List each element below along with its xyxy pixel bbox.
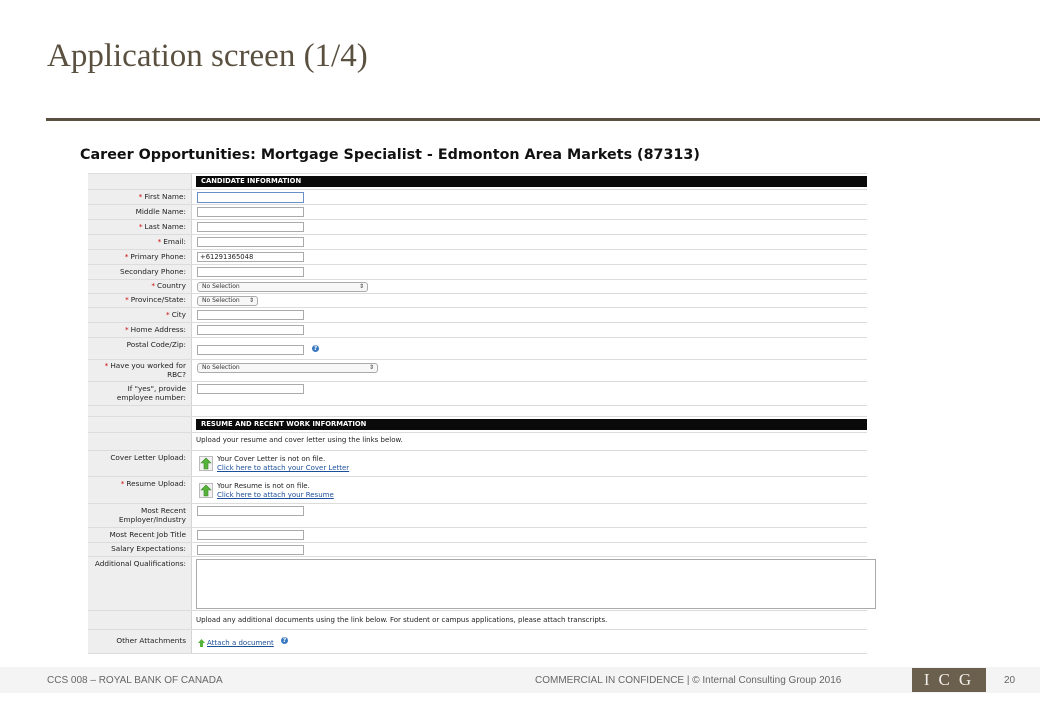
home-address-input[interactable]	[197, 325, 304, 335]
resume-section-header-row	[88, 417, 867, 433]
cover-letter-label: Cover Letter Upload:	[88, 451, 192, 476]
recent-job-title-input[interactable]	[197, 530, 304, 540]
worked-for-rbc-label: * Have you worked for RBC?	[88, 360, 192, 381]
secondary-phone-input[interactable]	[197, 267, 304, 277]
resume-status: Your Resume is not on file.	[217, 482, 310, 490]
required-star-icon: *	[104, 361, 109, 370]
postal-code-input[interactable]	[197, 345, 304, 355]
help-question-icon[interactable]: ?	[282, 637, 287, 644]
primary-phone-input[interactable]: +61291365048	[197, 252, 304, 262]
primary-phone-row	[88, 250, 867, 265]
required-star-icon: *	[125, 295, 129, 305]
required-star-icon: *	[124, 324, 129, 334]
required-star-icon: *	[124, 251, 129, 261]
email-label: * Email:	[88, 235, 192, 249]
resume-upload-row	[88, 477, 867, 504]
recent-employer-input[interactable]	[197, 506, 304, 516]
footer-client: CCS 008 – ROYAL BANK OF CANADA	[47, 675, 223, 686]
middle-name-label: Middle Name:	[88, 205, 192, 219]
city-label: * City	[88, 308, 192, 322]
salary-input[interactable]	[197, 545, 304, 555]
required-star-icon: *	[120, 479, 125, 488]
footer-confidentiality: COMMERCIAL IN CONFIDENCE | © Internal Consulting Group 2016	[535, 675, 842, 686]
candidate-section-header-row	[88, 174, 867, 190]
primary-phone-label: * Primary Phone:	[88, 250, 192, 264]
additional-docs-note: Upload any additional documents using the link below. For student or campus applications, please attach transcripts.	[196, 616, 608, 624]
cover-letter-status: Your Cover Letter is not on file.	[217, 455, 326, 463]
first-name-label: * First Name:	[88, 190, 192, 204]
cover-letter-attach-link[interactable]: Click here to attach your Cover Letter	[217, 464, 350, 472]
additional-docs-note-row	[88, 611, 867, 630]
resume-attach-link[interactable]: Click here to attach your Resume	[217, 491, 334, 499]
recent-employer-label: Most Recent Employer/Industry	[88, 504, 192, 527]
recent-employer-row	[88, 504, 867, 528]
additional-qualifications-textarea[interactable]	[196, 559, 876, 609]
last-name-input[interactable]	[197, 222, 304, 232]
middle-name-input[interactable]	[197, 207, 304, 217]
secondary-phone-row	[88, 265, 867, 280]
slide-title: Application screen (1/4)	[47, 38, 368, 74]
icg-logo: ICG	[912, 668, 986, 692]
spacer-row	[88, 406, 867, 417]
country-label: * Country	[88, 280, 192, 293]
other-attachments-label: Other Attachments	[88, 630, 192, 653]
worked-for-rbc-row	[88, 360, 867, 382]
resume-intro-text: Upload your resume and cover letter using the links below.	[196, 436, 403, 444]
worked-for-rbc-select[interactable]: No Selection ⇕	[197, 363, 378, 373]
page-number: 20	[1004, 675, 1016, 686]
resume-upload-label: * Resume Upload:	[88, 477, 192, 503]
resume-intro-row	[88, 433, 867, 451]
attach-document-link[interactable]: Attach a document	[207, 639, 274, 647]
label-cell-empty	[88, 406, 192, 416]
cover-letter-upload-info	[217, 455, 349, 473]
application-form-screenshot	[80, 143, 867, 653]
label-cell-empty	[88, 174, 192, 189]
postal-code-label: Postal Code/Zip:	[88, 338, 192, 359]
postal-code-row	[88, 338, 867, 360]
email-input[interactable]	[197, 237, 304, 247]
dropdown-arrows-icon: ⇕	[368, 364, 374, 371]
city-row	[88, 308, 867, 323]
cover-letter-row	[88, 451, 867, 477]
resume-section-title: RESUME AND RECENT WORK INFORMATION	[196, 419, 867, 430]
required-star-icon: *	[151, 281, 155, 291]
additional-qualifications-label: Additional Qualifications:	[88, 557, 192, 610]
upload-arrow-icon[interactable]	[199, 456, 213, 471]
salary-label: Salary Expectations:	[88, 543, 192, 556]
title-divider	[46, 118, 1040, 121]
email-row	[88, 235, 867, 250]
candidate-section-title: CANDIDATE INFORMATION	[196, 176, 867, 187]
application-form	[88, 173, 867, 654]
dropdown-arrows-icon: ⇕	[358, 283, 364, 290]
province-select[interactable]: No Selection ⇕	[197, 296, 258, 306]
label-cell-empty	[88, 611, 192, 629]
additional-qualifications-row	[88, 557, 867, 611]
required-star-icon: *	[138, 191, 143, 201]
middle-name-row	[88, 205, 867, 220]
employee-number-row	[88, 382, 867, 406]
last-name-row	[88, 220, 867, 235]
province-label: * Province/State:	[88, 294, 192, 307]
first-name-row	[88, 190, 867, 205]
other-attachments-row	[88, 630, 867, 654]
recent-job-title-row	[88, 528, 867, 543]
help-question-icon[interactable]: ?	[313, 345, 318, 352]
last-name-label: * Last Name:	[88, 220, 192, 234]
home-address-row	[88, 323, 867, 338]
upload-arrow-icon[interactable]	[199, 483, 213, 498]
salary-row	[88, 543, 867, 557]
upload-arrow-icon[interactable]	[198, 639, 205, 647]
home-address-label: * Home Address:	[88, 323, 192, 337]
label-cell-empty	[88, 417, 192, 432]
required-star-icon: *	[138, 221, 143, 231]
recent-job-title-label: Most Recent Job Title	[88, 528, 192, 542]
country-select[interactable]: No Selection ⇕	[197, 282, 368, 292]
first-name-input[interactable]	[197, 192, 304, 203]
required-star-icon: *	[166, 309, 170, 319]
province-row	[88, 294, 867, 308]
employee-number-label: If "yes", provide employee number:	[88, 382, 192, 405]
resume-upload-info	[217, 482, 334, 500]
country-row	[88, 280, 867, 294]
employee-number-input[interactable]	[197, 384, 304, 394]
required-star-icon: *	[157, 236, 162, 246]
secondary-phone-label: Secondary Phone:	[88, 265, 192, 279]
label-cell-empty	[88, 433, 192, 450]
page-heading: Career Opportunities: Mortgage Specialist - Edmonton Area Markets (87313)	[80, 147, 700, 163]
dropdown-arrows-icon: ⇕	[248, 297, 254, 304]
city-input[interactable]	[197, 310, 304, 320]
